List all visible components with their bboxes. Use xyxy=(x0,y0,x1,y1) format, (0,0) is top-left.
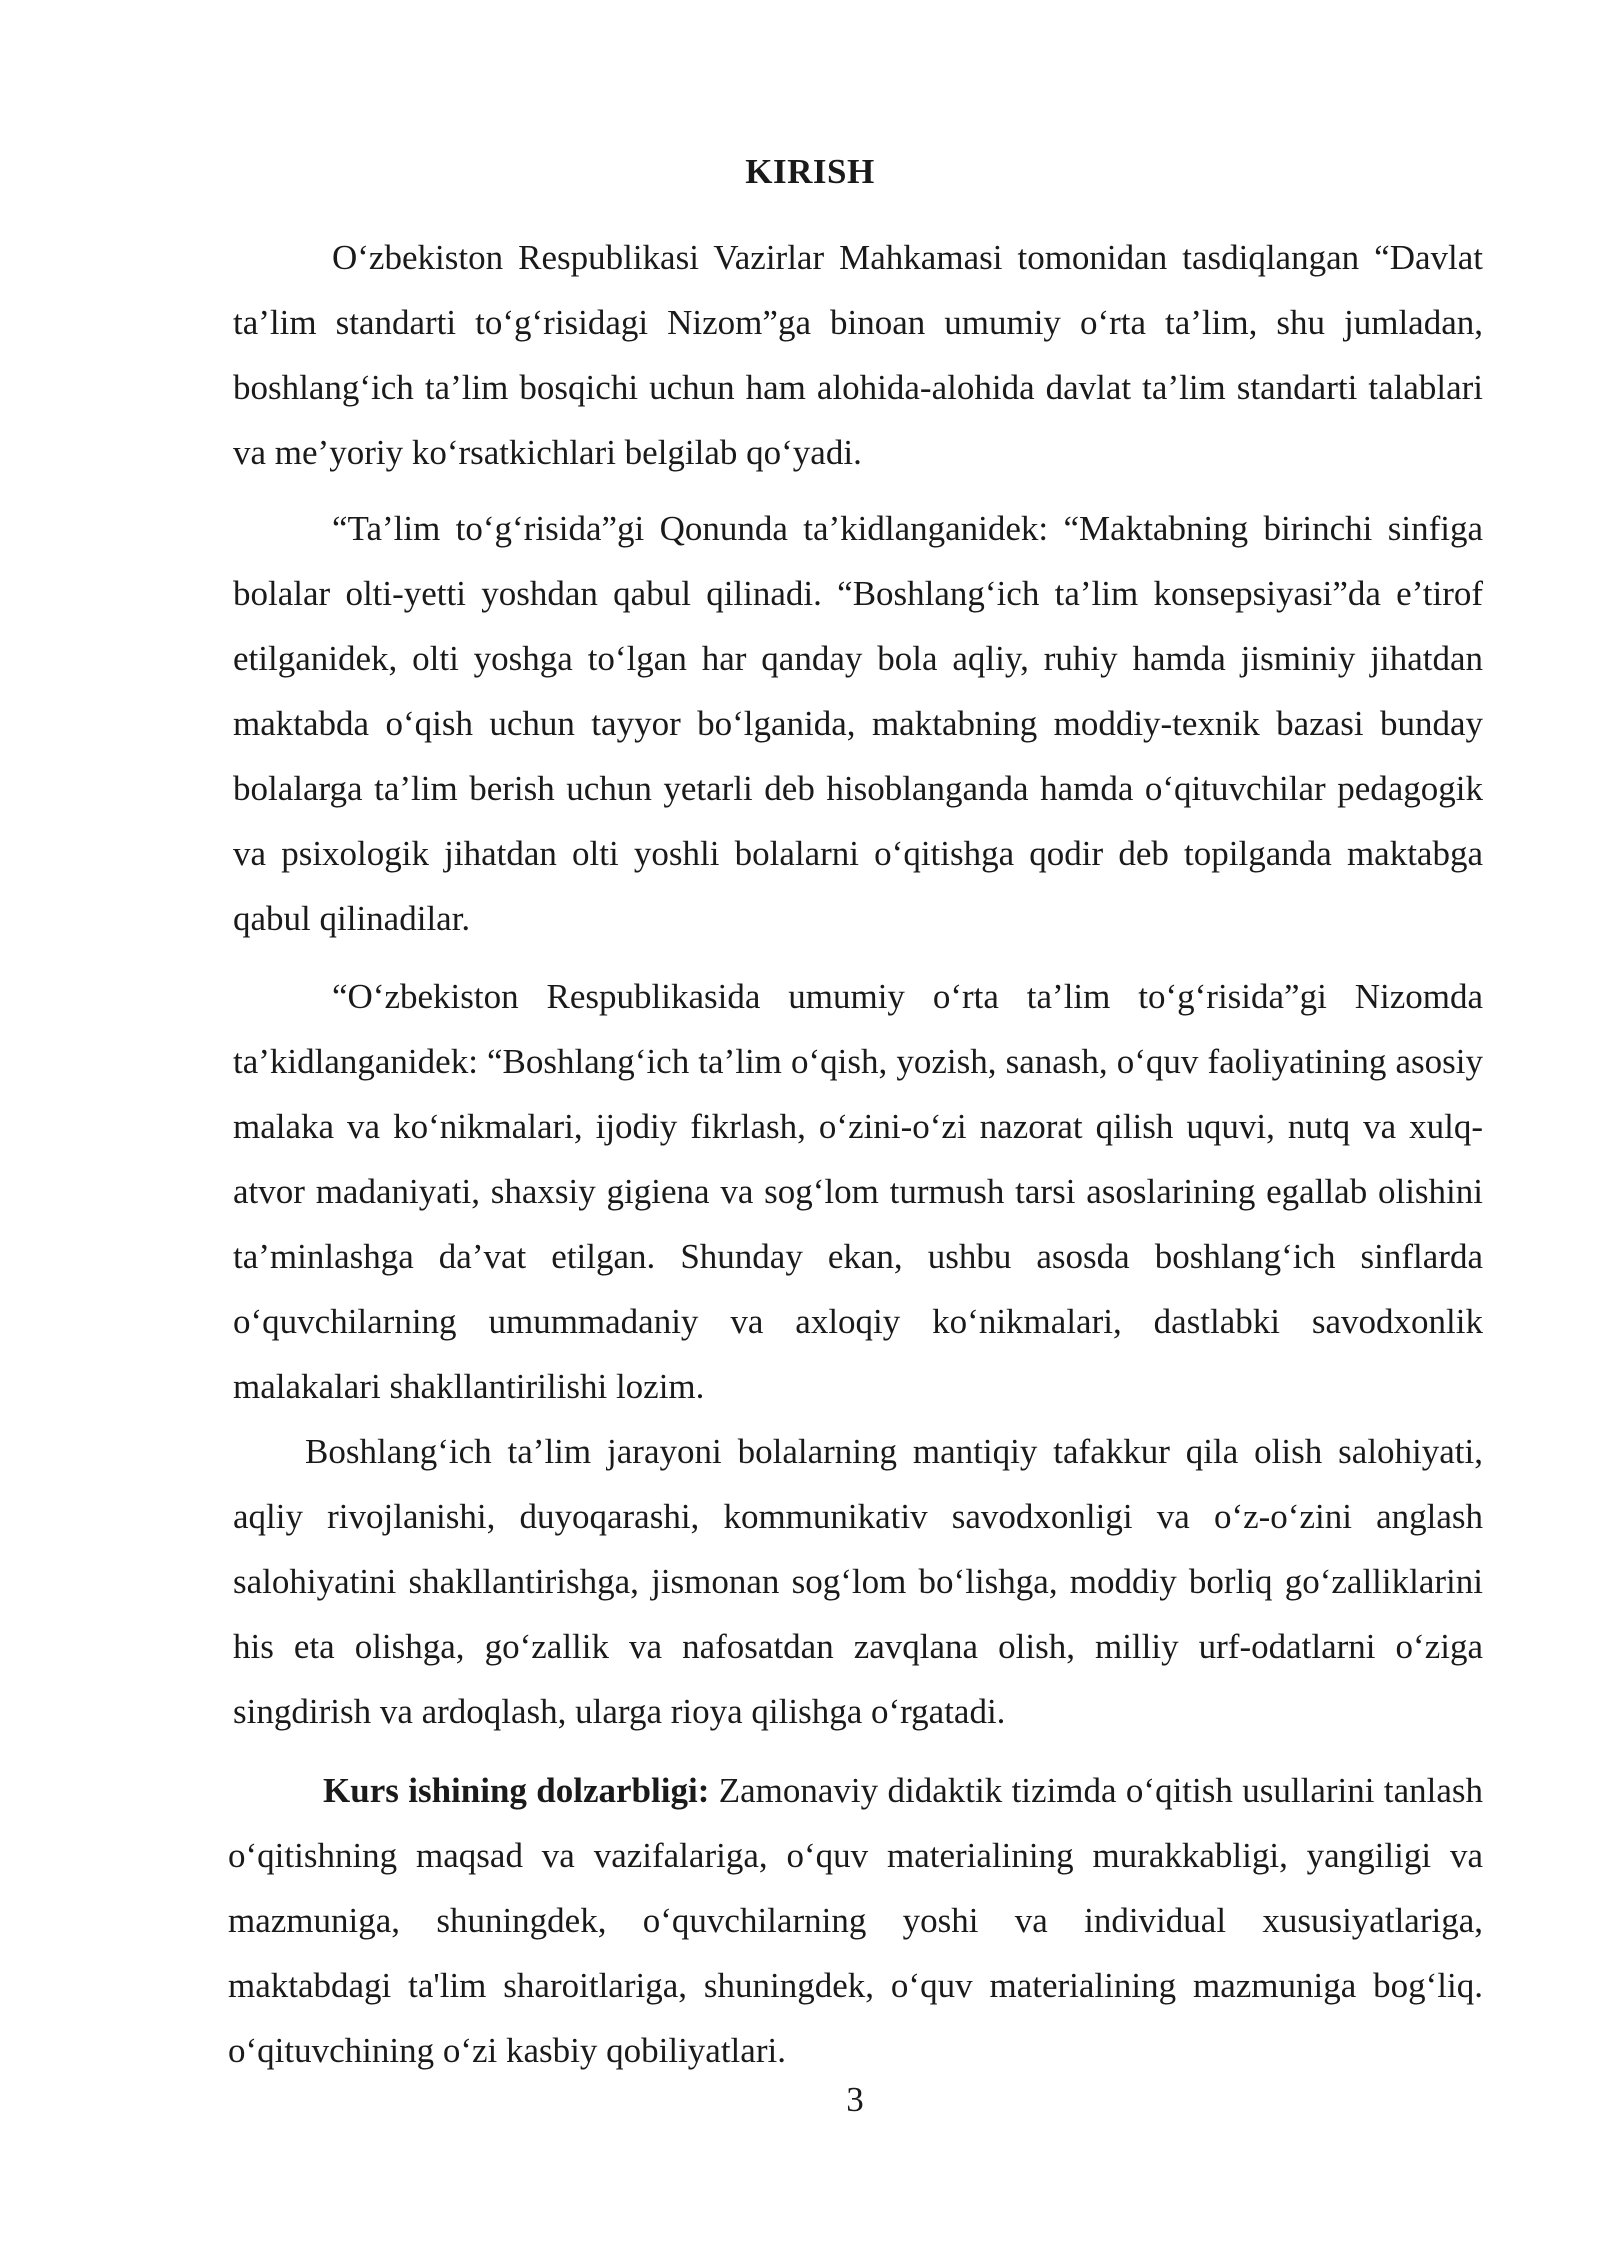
paragraph-1: O‘zbekiston Respublikasi Vazirlar Mahkamasi tomonidan tasdiqlangan “Davlat ta’lim standarti to‘g‘risidagi Nizom”ga binoan umumiy o‘rta ta’lim, shu jumladan, boshlang‘ich ta’lim bosqichi uchun ham alohida-alohida davlat ta’lim standarti talablari va me’yoriy ko‘rsatkichlari belgilab qo‘yadi. xyxy=(233,238,1483,472)
page-title: KIRISH xyxy=(745,152,875,191)
relevance-paragraph xyxy=(228,1758,1483,2083)
paragraph-2: “Ta’lim to‘g‘risida”gi Qonunda ta’kidlanganidek: “Maktabning birinchi sinfiga bolalar olti-yetti yoshdan qabul qilinadi. “Boshlang‘ich ta’lim konsepsiyasi”da e’tirof etilganidek, olti yoshga to‘lgan har qanday bola aqliy, ruhiy hamda jisminiy jihatdan maktabda o‘qish uchun tayyor bo‘lganida, maktabning moddiy-texnik bazasi bunday bolalarga ta’lim berish uchun yetarli deb hisoblanganda hamda o‘qituvchilar pedagogik va psixologik jihatdan olti yoshli bolalarni o‘qitishga qodir deb topilganda maktabga qabul qilinadilar. xyxy=(233,509,1483,938)
paragraph-4: Boshlang‘ich ta’lim jarayoni bolalarning mantiqiy tafakkur qila olish salohiyati, aqliy rivojlanishi, duyoqarashi, kommunikativ savodxonligi va o‘z-o‘zini anglash salohiyatini shakllantirishga, jismonan sog‘lom bo‘lishga, moddiy borliq go‘zalliklarini his eta olishga, go‘zallik va nafosatdan zavqlana olish, milliy urf-odatlarni o‘ziga singdirish va ardoqlash, ularga rioya qilishga o‘rgatadi. xyxy=(233,1432,1483,1731)
page-number: 3 xyxy=(846,2080,864,2119)
paragraph-3: “O‘zbekiston Respublikasida umumiy o‘rta ta’lim to‘g‘risida”gi Nizomda ta’kidlanganidek: “Boshlang‘ich ta’lim o‘qish, yozish, sanash, o‘quv faoliyatining asosiy malaka va ko‘nikmalari, ijodiy fikrlash, o‘zini-o‘zi nazorat qilish uquvi, nutq va xulq-atvor madaniyati, shaxsiy gigiena va sog‘lom turmush tarsi asoslarining egallab olishini ta’minlashga da’vat etilgan. Shunday ekan, ushbu asosda boshlang‘ich sinflarda o‘quvchilarning umummadaniy va axloqiy ko‘nikmalari, dastlabki savodxonlik malakalari shakllantirilishi lozim. xyxy=(233,977,1483,1406)
relevance-text: Zamonaviy didaktik tizimda o‘qitish usullarini tanlash o‘qitishning maqsad va vazifalariga, o‘quv materialining murakkabligi, yangiligi va mazmuniga, shuningdek, o‘quvchilarning yoshi va individual xususiyatlariga, maktabdagi ta'lim sharoitlariga, shuningdek, o‘quv materialining mazmuniga bog‘liq. o‘qituvchining o‘zi kasbiy qobiliyatlari. xyxy=(228,1771,1483,2070)
relevance-label: Kurs ishining dolzarbligi: xyxy=(323,1771,710,1810)
